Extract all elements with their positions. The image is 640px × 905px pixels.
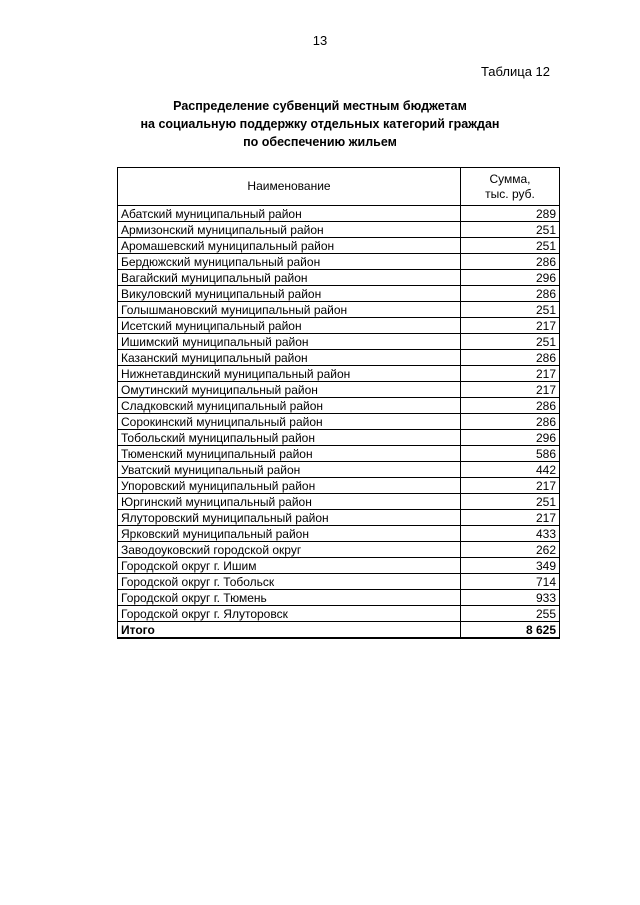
- table-row: [118, 222, 560, 238]
- table-row: [118, 238, 560, 254]
- row-sum-cell: 286: [461, 350, 560, 366]
- row-name-cell: Нижнетавдинский муниципальный район: [118, 366, 461, 382]
- row-name-cell: Голышмановский муниципальный район: [118, 302, 461, 318]
- row-sum-cell: 217: [461, 318, 560, 334]
- row-sum-cell: 255: [461, 606, 560, 622]
- row-sum-cell: 251: [461, 334, 560, 350]
- column-header-sum-line-1: Сумма,: [489, 171, 531, 186]
- row-sum-cell: 217: [461, 382, 560, 398]
- title-line-2: на социальную поддержку отдельных категорий граждан: [140, 117, 500, 131]
- row-sum-cell: 217: [461, 478, 560, 494]
- table-row: [118, 302, 560, 318]
- row-name-cell: Аромашевский муниципальный район: [118, 238, 461, 254]
- row-name-cell: Омутинский муниципальный район: [118, 382, 461, 398]
- table-row: [118, 270, 560, 286]
- table-total-row: [118, 622, 560, 639]
- row-sum-cell: 217: [461, 366, 560, 382]
- table-row: [118, 494, 560, 510]
- table-row: [118, 414, 560, 430]
- row-sum-cell: 286: [461, 398, 560, 414]
- table-body: [118, 206, 560, 622]
- row-name-cell: Ялуторовский муниципальный район: [118, 510, 461, 526]
- column-header-name: Наименование: [118, 168, 461, 206]
- row-name-cell: Армизонский муниципальный район: [118, 222, 461, 238]
- table-row: [118, 334, 560, 350]
- row-sum-cell: 251: [461, 302, 560, 318]
- row-sum-cell: 296: [461, 270, 560, 286]
- table-row: [118, 606, 560, 622]
- row-sum-cell: 262: [461, 542, 560, 558]
- row-sum-cell: 433: [461, 526, 560, 542]
- table-row: [118, 558, 560, 574]
- title-line-1: Распределение субвенций местным бюджетам: [173, 99, 467, 113]
- column-header-sum: [461, 168, 560, 206]
- subvention-table: [117, 167, 560, 639]
- page-number: 13: [312, 33, 328, 48]
- table-row: [118, 446, 560, 462]
- table-row: [118, 526, 560, 542]
- row-name-cell: Ишимский муниципальный район: [118, 334, 461, 350]
- table-label: Таблица 12: [480, 64, 550, 79]
- row-name-cell: Городской округ г. Тобольск: [118, 574, 461, 590]
- row-name-cell: Викуловский муниципальный район: [118, 286, 461, 302]
- row-name-cell: Юргинский муниципальный район: [118, 494, 461, 510]
- row-name-cell: Исетский муниципальный район: [118, 318, 461, 334]
- row-sum-cell: 286: [461, 286, 560, 302]
- row-name-cell: Сорокинский муниципальный район: [118, 414, 461, 430]
- row-sum-cell: 251: [461, 222, 560, 238]
- row-sum-cell: 286: [461, 254, 560, 270]
- total-sum: 8 625: [461, 622, 560, 639]
- total-label: Итого: [118, 622, 461, 639]
- table-row: [118, 510, 560, 526]
- row-name-cell: Уватский муниципальный район: [118, 462, 461, 478]
- row-sum-cell: 442: [461, 462, 560, 478]
- row-name-cell: Городской округ г. Ялуторовск: [118, 606, 461, 622]
- table-row: [118, 254, 560, 270]
- table-row: [118, 590, 560, 606]
- table-row: [118, 398, 560, 414]
- row-sum-cell: 251: [461, 494, 560, 510]
- row-name-cell: Бердюжский муниципальный район: [118, 254, 461, 270]
- table-row: [118, 478, 560, 494]
- row-sum-cell: 296: [461, 430, 560, 446]
- table-row: [118, 366, 560, 382]
- table-row: [118, 206, 560, 222]
- row-sum-cell: 586: [461, 446, 560, 462]
- table-row: [118, 430, 560, 446]
- row-name-cell: Упоровский муниципальный район: [118, 478, 461, 494]
- table-row: [118, 542, 560, 558]
- column-header-sum-line-2: тыс. руб.: [485, 186, 535, 201]
- row-sum-cell: 349: [461, 558, 560, 574]
- row-name-cell: Тюменский муниципальный район: [118, 446, 461, 462]
- title-line-3: по обеспечению жильем: [243, 135, 397, 149]
- row-sum-cell: 217: [461, 510, 560, 526]
- row-sum-cell: 933: [461, 590, 560, 606]
- row-name-cell: Сладковский муниципальный район: [118, 398, 461, 414]
- row-sum-cell: 251: [461, 238, 560, 254]
- row-sum-cell: 286: [461, 414, 560, 430]
- table-row: [118, 462, 560, 478]
- document-title: [0, 97, 640, 151]
- table-row: [118, 286, 560, 302]
- row-name-cell: Абатский муниципальный район: [118, 206, 461, 222]
- row-name-cell: Городской округ г. Тюмень: [118, 590, 461, 606]
- row-sum-cell: 714: [461, 574, 560, 590]
- row-name-cell: Городской округ г. Ишим: [118, 558, 461, 574]
- row-sum-cell: 289: [461, 206, 560, 222]
- table-row: [118, 574, 560, 590]
- table-row: [118, 350, 560, 366]
- row-name-cell: Казанский муниципальный район: [118, 350, 461, 366]
- table-row: [118, 382, 560, 398]
- table-row: [118, 318, 560, 334]
- row-name-cell: Вагайский муниципальный район: [118, 270, 461, 286]
- row-name-cell: Заводоуковский городской округ: [118, 542, 461, 558]
- table-header-row: [118, 168, 560, 206]
- row-name-cell: Тобольский муниципальный район: [118, 430, 461, 446]
- row-name-cell: Ярковский муниципальный район: [118, 526, 461, 542]
